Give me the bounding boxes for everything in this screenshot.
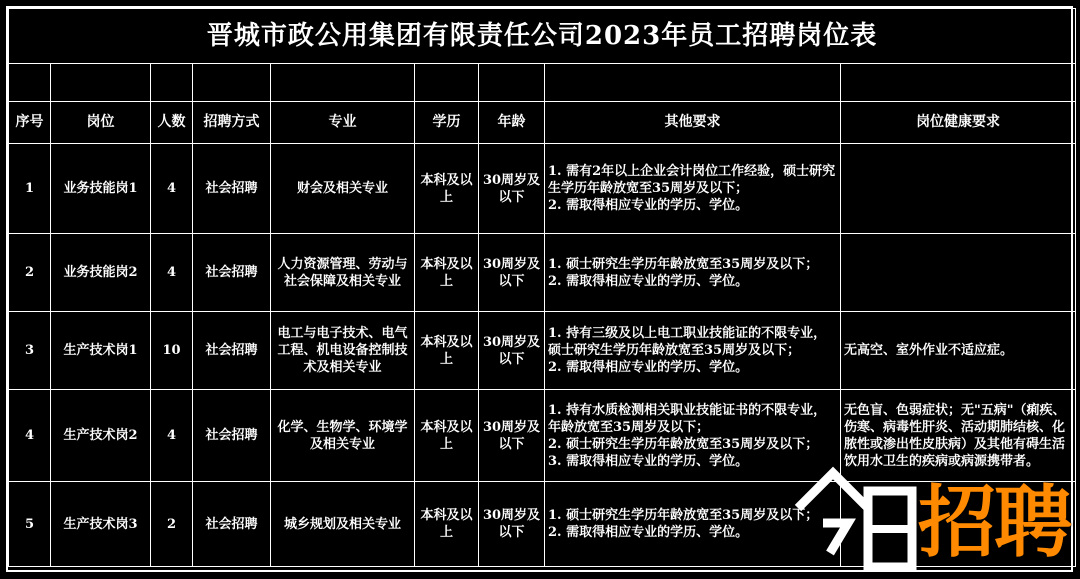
header-no: 序号: [9, 102, 51, 144]
cell-no: 1: [9, 144, 51, 234]
cell-education: 本科及以上: [415, 144, 479, 234]
requirement-line: 2. 需取得相应专业的学历、学位。: [548, 273, 749, 289]
requirement-line: 2. 需取得相应专业的学历、学位。: [548, 198, 749, 213]
blank-row: [9, 64, 1076, 102]
cell-education: 本科及以上: [415, 234, 479, 312]
header-age: 年龄: [479, 102, 545, 144]
cell-no: 3: [9, 312, 51, 390]
header-requirements: 其他要求: [545, 102, 841, 144]
cell-post: 生产技术岗2: [51, 390, 151, 482]
cell-method: 社会招聘: [193, 482, 271, 567]
watermark-logo-icon: [768, 453, 918, 573]
header-education: 学历: [415, 102, 479, 144]
cell-major: 城乡规划及相关专业: [271, 482, 415, 567]
header-method: 招聘方式: [193, 102, 271, 144]
table-row: [9, 144, 1076, 234]
cell-age: 30周岁及以下: [479, 144, 545, 234]
cell-method: 社会招聘: [193, 234, 271, 312]
cell-age: 30周岁及以下: [479, 234, 545, 312]
cell-count: 4: [151, 234, 193, 312]
cell-health: [841, 234, 1076, 312]
header-row: [9, 102, 1076, 144]
cell-no: 2: [9, 234, 51, 312]
cell-requirements: [545, 144, 841, 234]
cell-age: 30周岁及以下: [479, 312, 545, 390]
cell-health: 无色盲、色弱症状；无"五病"（痢疾、伤寒、病毒性肝炎、活动期肺结核、化脓性或渗出性皮肤病）及其他有碍生活饮用水卫生的疾病或病源携带者。: [841, 390, 1076, 482]
cell-count: 4: [151, 144, 193, 234]
requirement-line: 2. 硕士研究生学历年龄放宽至35周岁及以下；: [548, 436, 819, 452]
table-title: 晋城市政公用集团有限责任公司2023年员工招聘岗位表: [9, 9, 1076, 64]
cell-method: 社会招聘: [193, 312, 271, 390]
cell-count: 2: [151, 482, 193, 567]
cell-major: 电工与电子技术、电气工程、机电设备控制技术及相关专业: [271, 312, 415, 390]
requirement-line: 1. 需有2年以上企业会计岗位工作经验，硕士研究生学历年龄放宽至35周岁及以下；: [548, 164, 836, 196]
watermark: [768, 453, 1074, 573]
cell-education: 本科及以上: [415, 312, 479, 390]
cell-requirements: [545, 234, 841, 312]
cell-no: 4: [9, 390, 51, 482]
cell-requirements: [545, 312, 841, 390]
header-major: 专业: [271, 102, 415, 144]
cell-age: 30周岁及以下: [479, 390, 545, 482]
cell-post: 业务技能岗2: [51, 234, 151, 312]
header-health: 岗位健康要求: [841, 102, 1076, 144]
watermark-label: 招聘: [917, 478, 1070, 568]
cell-post: 生产技术岗1: [51, 312, 151, 390]
requirement-line: 1. 硕士研究生学历年龄放宽至35周岁及以下；: [548, 508, 819, 523]
requirement-line: 2. 需取得相应专业的学历、学位。: [548, 525, 749, 540]
cell-health: 无高空、室外作业不适应症。: [841, 312, 1076, 390]
cell-major: 财会及相关专业: [271, 144, 415, 234]
cell-health: [841, 144, 1076, 234]
cell-age: 30周岁及以下: [479, 482, 545, 567]
cell-major: 化学、生物学、环境学及相关专业: [271, 390, 415, 482]
cell-method: 社会招聘: [193, 390, 271, 482]
cell-major: 人力资源管理、劳动与社会保障及相关专业: [271, 234, 415, 312]
cell-post: 生产技术岗3: [51, 482, 151, 567]
cell-no: 5: [9, 482, 51, 567]
header-count: 人数: [151, 102, 193, 144]
requirement-line: 3. 需取得相应专业的学历、学位。: [548, 453, 749, 469]
table-row: [9, 312, 1076, 390]
cell-method: 社会招聘: [193, 144, 271, 234]
requirement-line: 1. 持有三级及以上电工职业技能证的不限专业，硕士研究生学历年龄放宽至35周岁及以下；: [548, 326, 827, 358]
requirement-line: 1. 持有水质检测相关职业技能证书的不限专业，年龄放宽至35周岁及以下；: [548, 402, 827, 435]
table-row: [9, 234, 1076, 312]
cell-count: 4: [151, 390, 193, 482]
cell-education: 本科及以上: [415, 482, 479, 567]
cell-count: 10: [151, 312, 193, 390]
requirement-line: 1. 硕士研究生学历年龄放宽至35周岁及以下；: [548, 256, 819, 272]
requirement-line: 2. 需取得相应专业的学历、学位。: [548, 360, 749, 375]
header-post: 岗位: [51, 102, 151, 144]
cell-education: 本科及以上: [415, 390, 479, 482]
cell-post: 业务技能岗1: [51, 144, 151, 234]
